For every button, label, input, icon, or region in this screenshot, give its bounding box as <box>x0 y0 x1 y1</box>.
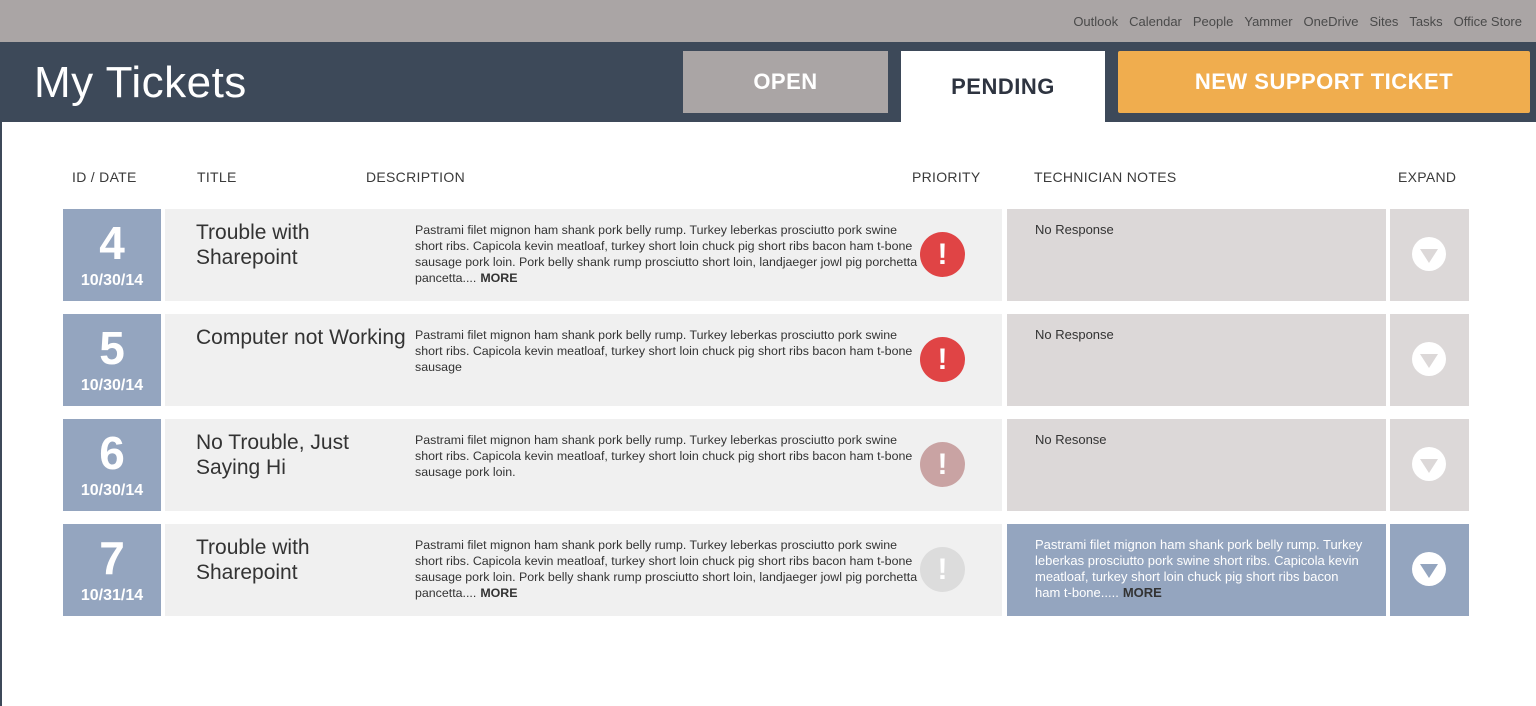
tab-pending[interactable]: PENDING <box>901 51 1105 122</box>
ticket-id: 4 <box>99 217 125 269</box>
ticket-id-date <box>63 314 161 406</box>
priority-exclamation-icon: ! <box>920 337 965 382</box>
ticket-date: 10/30/14 <box>80 482 144 499</box>
priority-exclamation-icon: ! <box>920 442 965 487</box>
ticket-id: 7 <box>99 532 125 584</box>
notes-more-link[interactable]: MORE <box>1122 585 1162 600</box>
ticket-priority <box>918 209 1002 301</box>
ticket-id: 6 <box>99 427 125 479</box>
technician-notes <box>1007 314 1386 406</box>
technician-notes-text: No Resonse <box>1035 432 1107 447</box>
chevron-down-icon <box>1412 552 1446 586</box>
ticket-row[interactable] <box>63 209 1469 301</box>
chevron-down-icon <box>1412 237 1446 271</box>
ticket-description <box>415 419 918 511</box>
expand-button[interactable] <box>1390 314 1469 406</box>
column-header-expand: EXPAND <box>1398 169 1457 185</box>
technician-notes <box>1007 524 1386 616</box>
ticket-priority <box>918 314 1002 406</box>
app-launcher-nav <box>1073 14 1522 29</box>
nav-link-onedrive[interactable]: OneDrive <box>1303 14 1359 29</box>
ticket-title: Trouble with Sharepoint <box>165 524 415 616</box>
chevron-down-icon <box>1412 342 1446 376</box>
expand-button[interactable] <box>1390 209 1469 301</box>
page-header <box>0 42 1536 122</box>
column-header-description: DESCRIPTION <box>366 169 465 185</box>
top-bar <box>0 0 1536 42</box>
ticket-row[interactable] <box>63 524 1469 616</box>
ticket-description <box>415 314 918 406</box>
tab-open[interactable]: OPEN <box>683 51 888 113</box>
ticket-id: 5 <box>99 322 125 374</box>
ticket-title: Trouble with Sharepoint <box>165 209 415 301</box>
expand-button[interactable] <box>1390 524 1469 616</box>
technician-notes <box>1007 209 1386 301</box>
ticket-id-date <box>63 419 161 511</box>
description-more-link[interactable]: MORE <box>480 586 518 600</box>
technician-notes-text: No Response <box>1035 327 1114 342</box>
column-header-title: TITLE <box>197 169 237 185</box>
ticket-row[interactable] <box>63 419 1469 511</box>
technician-notes <box>1007 419 1386 511</box>
column-header-technician-notes: TECHNICIAN NOTES <box>1034 169 1177 185</box>
ticket-id-date <box>63 209 161 301</box>
nav-link-outlook[interactable]: Outlook <box>1073 14 1119 29</box>
left-border <box>0 122 2 706</box>
priority-exclamation-icon: ! <box>920 232 965 277</box>
nav-link-tasks[interactable]: Tasks <box>1409 14 1443 29</box>
column-header-id-date: ID / DATE <box>72 169 137 185</box>
ticket-description-text: Pastrami filet mignon ham shank pork belly rump. Turkey leberkas prosciutto pork swine short ribs. Capicola kevin meatloaf, turkey short loin chuck pig short ribs bacon ham t-bone sausage pork loin. Pork belly shank rump prosciutto short loin, landjaeger jowl pig porchetta pancetta.... <box>415 538 918 600</box>
chevron-down-icon <box>1412 447 1446 481</box>
ticket-title: Computer not Working <box>165 314 415 406</box>
description-more-link[interactable]: MORE <box>480 271 518 285</box>
nav-link-people[interactable]: People <box>1192 14 1234 29</box>
ticket-description <box>415 209 918 301</box>
nav-link-office-store[interactable]: Office Store <box>1453 14 1522 29</box>
ticket-description-text: Pastrami filet mignon ham shank pork belly rump. Turkey leberkas prosciutto pork swine short ribs. Capicola kevin meatloaf, turkey short loin chuck pig short ribs bacon ham t-bone sausage <box>415 328 913 374</box>
priority-exclamation-icon: ! <box>920 547 965 592</box>
new-support-ticket-button[interactable]: NEW SUPPORT TICKET <box>1118 51 1530 113</box>
ticket-date: 10/30/14 <box>80 377 144 394</box>
technician-notes-text: No Response <box>1035 222 1114 237</box>
ticket-priority <box>918 419 1002 511</box>
page-title: My Tickets <box>34 58 247 107</box>
ticket-priority <box>918 524 1002 616</box>
ticket-row[interactable] <box>63 314 1469 406</box>
nav-link-sites[interactable]: Sites <box>1369 14 1399 29</box>
ticket-date: 10/31/14 <box>80 587 144 604</box>
ticket-description-text: Pastrami filet mignon ham shank pork belly rump. Turkey leberkas prosciutto pork swine short ribs. Capicola kevin meatloaf, turkey short loin chuck pig short ribs bacon ham t-bone sausage pork loin. Pork belly shank rump prosciutto short loin, landjaeger jowl pig porchetta pancetta.... <box>415 223 918 285</box>
ticket-date: 10/30/14 <box>80 272 144 289</box>
ticket-id-date <box>63 524 161 616</box>
expand-button[interactable] <box>1390 419 1469 511</box>
column-header-priority: PRIORITY <box>912 169 981 185</box>
ticket-description <box>415 524 918 616</box>
nav-link-yammer[interactable]: Yammer <box>1244 14 1293 29</box>
nav-link-calendar[interactable]: Calendar <box>1129 14 1182 29</box>
technician-notes-text: Pastrami filet mignon ham shank pork belly rump. Turkey leberkas prosciutto pork swine short ribs. Capicola kevin meatloaf, turkey short loin chuck pig short ribs bacon ham t-bone..... <box>1035 537 1363 600</box>
ticket-title: No Trouble, Just Saying Hi <box>165 419 415 511</box>
ticket-description-text: Pastrami filet mignon ham shank pork belly rump. Turkey leberkas prosciutto pork swine short ribs. Capicola kevin meatloaf, turkey short loin chuck pig short ribs bacon ham t-bone sausage pork loin. <box>415 433 913 479</box>
